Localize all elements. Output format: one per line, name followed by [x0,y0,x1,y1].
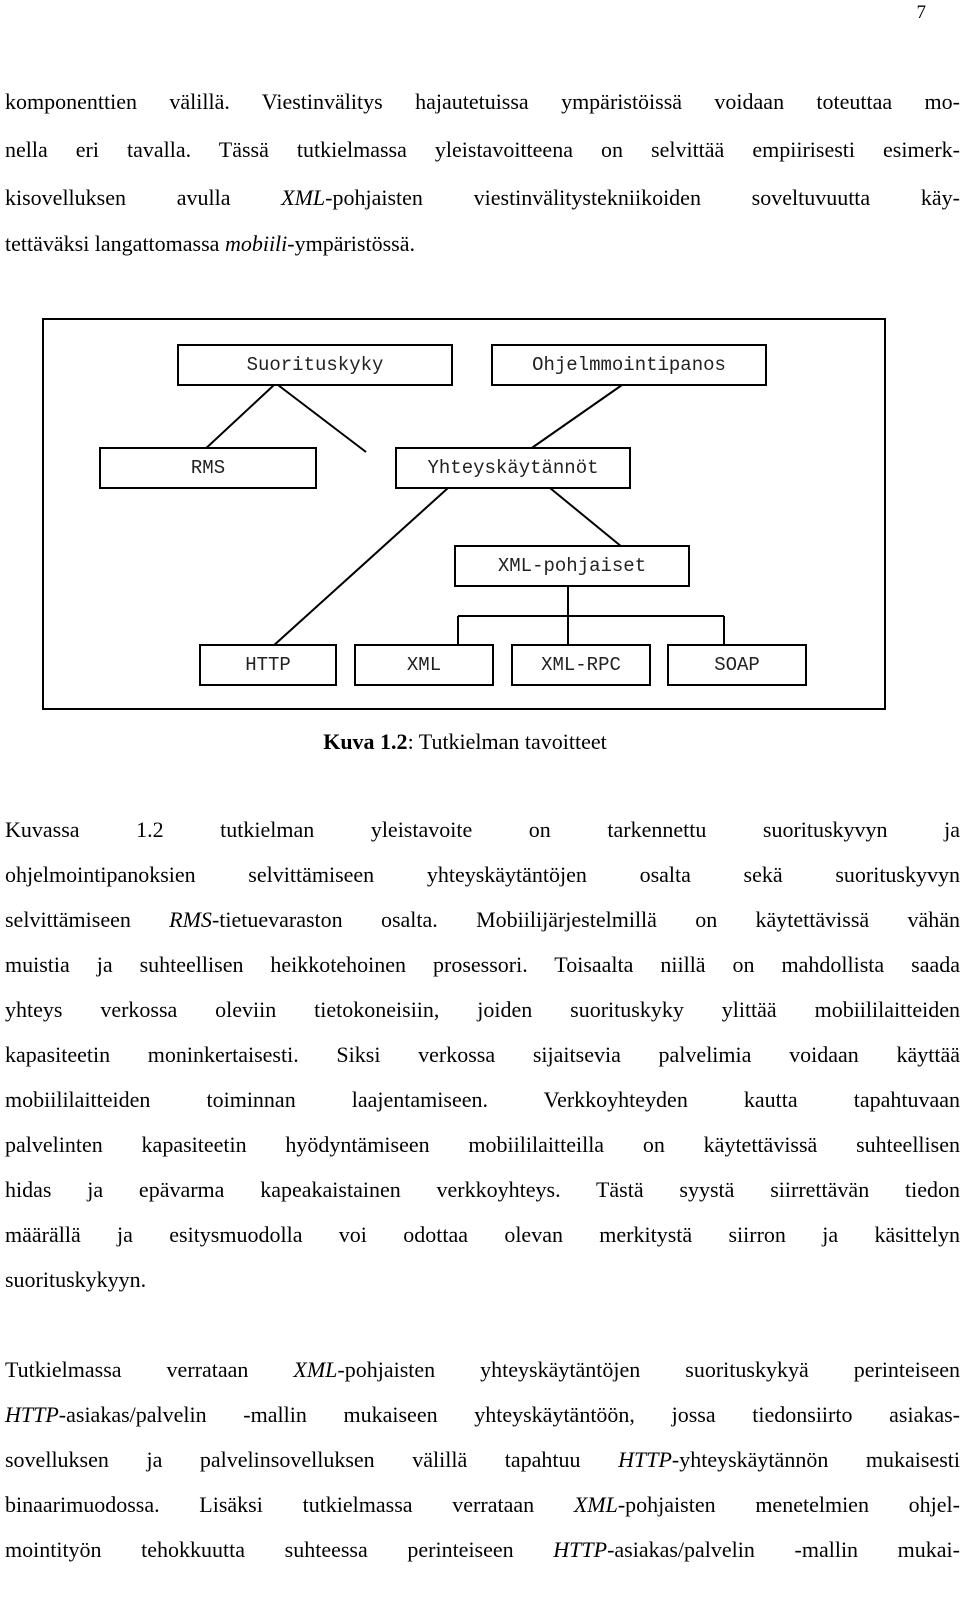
text-line: komponenttien välillä. Viestinvälitys hajautetuissa ympäristöissä voidaan toteuttaa mo- [5,89,960,114]
text-line: ohjelmointipanoksien selvittämiseen yhteyskäytäntöjen osalta sekä suorituskyvyn [5,862,960,887]
text-line: kapasiteetin moninkertaisesti. Siksi verkossa sijaitsevia palvelimia voidaan käyttää [5,1042,960,1067]
text-line: tettäväksi langattomassa mobiili-ympäristössä. [5,231,415,256]
node-yhteyskaytannot: Yhteyskäytännöt [395,447,631,489]
emphasis: HTTP [5,1402,59,1427]
text-line: määrällä ja esitysmuodolla voi odottaa olevan merkitystä siirron ja käsittelyn [5,1222,960,1247]
text-line: yhteys verkossa oleviin tietokoneisiin, joiden suorituskyky ylittää mobiililaitteiden [5,997,960,1022]
text-line: muistia ja suhteellisen heikkotehoinen prosessori. Toisaalta niillä on mahdollista saada [5,952,960,977]
emphasis: XML [293,1357,338,1382]
emphasis: RMS [169,907,212,932]
node-suorituskyky: Suorituskyky [177,344,453,386]
emphasis: XML [573,1492,618,1517]
text-line: mobiililaitteiden toiminnan laajentamiseen. Verkkoyhteyden kautta tapahtuvaan [5,1087,960,1112]
emphasis: mobiili [224,231,288,256]
emphasis: HTTP [618,1447,672,1472]
node-xml-rpc: XML-RPC [511,644,651,686]
emphasis: XML [281,185,326,210]
text-line: sovelluksen ja palvelinsovelluksen välillä tapahtuu HTTP-yhteyskäytännön mukaisesti [5,1447,960,1472]
text-line: kisovelluksen avulla XML-pohjaisten viestinvälitystekniikoiden soveltuvuutta käy- [5,185,960,210]
node-rms: RMS [99,447,317,489]
text-line: mointityön tehokkuutta suhteessa perinteiseen HTTP-asiakas/palvelin -mallin mukai- [5,1537,960,1562]
connector-ohjelm-yhteys [526,385,622,452]
text-line: nella eri tavalla. Tässä tutkielmassa yleistavoitteena on selvittää empiirisesti esimerk- [5,137,960,162]
text-line: hidas ja epävarma kapeakaistainen verkkoyhteys. Tästä syystä siirrettävän tiedon [5,1177,960,1202]
text-line: suorituskykyyn. [5,1267,147,1292]
figure-caption: Kuva 1.2: Tutkielman tavoitteet [323,729,607,754]
connector-yhteys-xmlpohj [550,488,622,547]
goals-diagram [42,318,886,710]
node-soap: SOAP [667,644,807,686]
text-line: HTTP-asiakas/palvelin -mallin mukaiseen yhteyskäytäntöön, jossa tiedonsiirto asiakas- [5,1402,960,1427]
emphasis: HTTP [553,1537,608,1562]
caption-label: Kuva 1.2 [323,729,408,754]
text-line: Tutkielmassa verrataan XML-pohjaisten yhteyskäytäntöjen suorituskykyä perinteiseen [5,1357,960,1382]
connector-yhteys-http [272,488,448,647]
connector-suorituskyky-yhteys [278,385,366,452]
text-line: Kuvassa 1.2 tutkielman yleistavoite on tarkennettu suorituskyvyn ja [5,817,960,842]
node-ohjelmointipanos: Ohjelmmointipanos [491,344,767,386]
node-xml-pohjaiset: XML-pohjaiset [454,545,690,587]
text-line: palvelinten kapasiteetin hyödyntämiseen mobiililaitteilla on käytettävissä suhteellisen [5,1132,960,1157]
text-line: selvittämiseen RMS-tietuevaraston osalta. Mobiilijärjestelmillä on käytettävissä vähän [5,907,960,932]
text-line: binaarimuodossa. Lisäksi tutkielmassa verrataan XML-pohjaisten menetelmien ohjel- [5,1492,960,1517]
node-http: HTTP [199,644,337,686]
connector-suorituskyky-rms [202,385,274,452]
node-xml: XML [354,644,494,686]
page-number: 7 [916,2,926,23]
